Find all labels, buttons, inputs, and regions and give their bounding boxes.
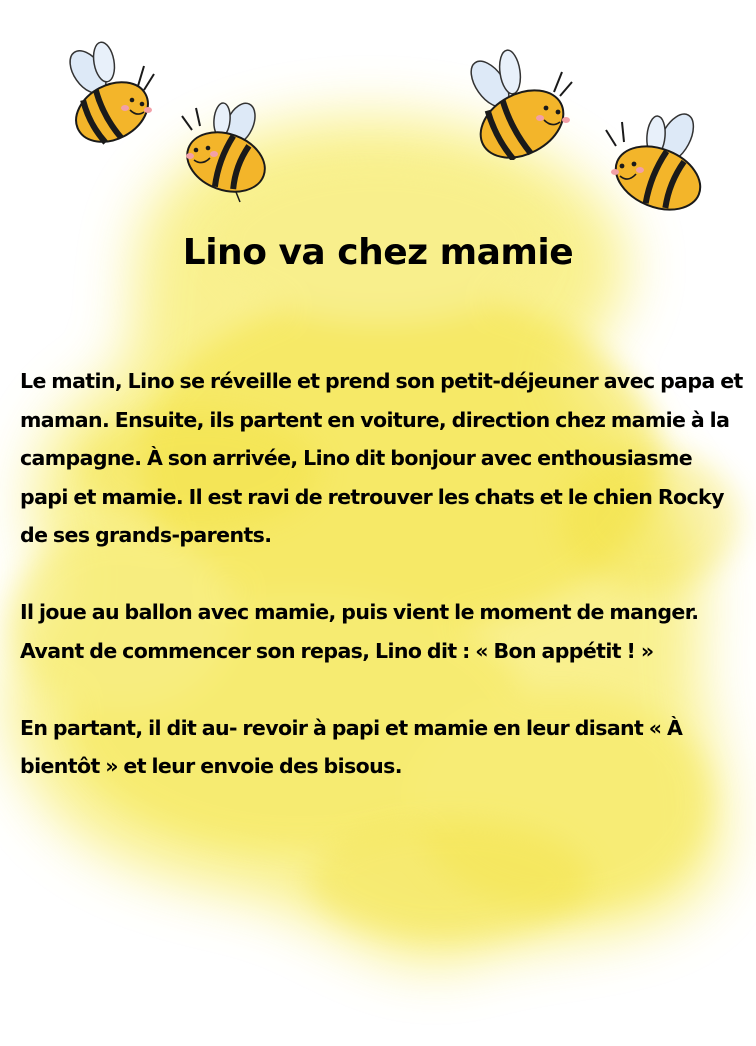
story-paragraph: En partant, il dit au- revoir à papi et mamie en leur disant « À bientôt » et leur envoie des bisous. [20,715,683,778]
bee-icon [460,38,580,160]
story-paragraph: Le matin, Lino se réveille et prend son petit-déjeuner avec papa et maman. Ensuite, ils partent en voiture, direction chez mamie à la campagne. À son arrivée, Lino dit bonjour avec enthousiasme papi et mamie. Il est ravi de retrouver les chats et le chien Rocky de ses grands-parents. [20,369,743,547]
bee-icon [178,92,274,204]
bee-icon [48,38,160,153]
story-text [20,362,745,824]
story-paragraph: Il joue au ballon avec mamie, puis vient le moment de manger. Avant de commencer son repas, Lino dit : « Bon appétit ! » [20,600,699,663]
bee-icon [600,108,716,220]
page-title: Lino va chez mamie [182,232,574,273]
